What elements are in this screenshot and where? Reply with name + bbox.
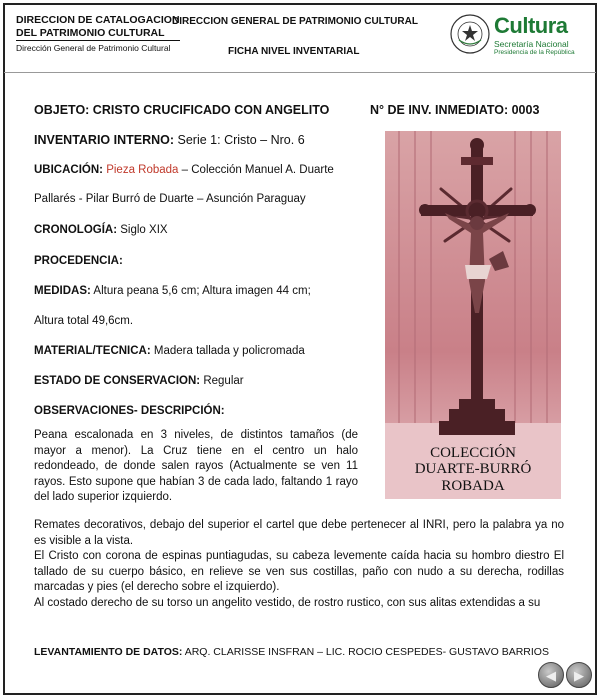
measures-value: Altura peana 5,6 cm; Altura imagen 44 cm;: [90, 285, 311, 297]
form-title: FICHA NIVEL INVENTARIAL: [228, 46, 360, 57]
location-label: UBICACIÓN:: [34, 164, 103, 176]
internal-inventory-field: [34, 133, 305, 147]
material-value: Madera tallada y policromada: [150, 345, 305, 357]
national-seal-icon: [450, 14, 490, 54]
material-field: [34, 345, 305, 357]
description-paragraph-3: El Cristo con corona de espinas puntiagudas, su cabeza levemente caída hacia su hombro diestro El tallado de su cuerpo básico, en relieve se ven sus costillas, paño con nudo a su derecha, rodillas marcadas y pies (el derecho sobre el izquierdo).: [34, 550, 564, 594]
header-divider: [4, 72, 596, 73]
provenance-label: PROCEDENCIA:: [34, 255, 123, 267]
observations-label: OBSERVACIONES- DESCRIPCIÓN:: [34, 405, 225, 417]
material-label: MATERIAL/TECNICA:: [34, 345, 151, 357]
measures-label: MEDIDAS:: [34, 285, 91, 297]
provenance-field: [34, 255, 123, 267]
description-paragraph-2: Remates decorativos, debajo del superior el cartel que debe pertenecer al INRI, pero la palabra ya no es visible a la vista.: [34, 519, 564, 547]
department-line-3: Dirección General de Patrimonio Cultural: [16, 43, 171, 54]
document-header: [172, 16, 422, 57]
data-survey-credits: [34, 646, 549, 658]
chronology-value: Siglo XIX: [117, 224, 168, 236]
photo-caption-line-2: DUARTE-BURRÓ: [414, 461, 532, 478]
department-header: [16, 14, 180, 53]
previous-page-button[interactable]: [538, 662, 564, 688]
data-survey-value: ARQ. CLARISSE INSFRAN – LIC. ROCIO CESPEDES- GUSTAVO BARRIOS: [182, 646, 549, 658]
photo-caption-line-3: ROBADA: [441, 478, 505, 495]
logo-subtitle: Secretaría Nacional: [494, 39, 569, 49]
internal-inventory-label: INVENTARIO INTERNO:: [34, 133, 175, 147]
department-line-1: DIRECCION DE CATALOGACION: [16, 14, 180, 26]
logo-brand: Cultura: [494, 13, 568, 38]
logo-subtitle-2: Presidencia de la República: [494, 49, 575, 56]
chronology-label: CRONOLOGÍA:: [34, 224, 118, 236]
department-line-2: DEL PATRIMONIO CULTURAL: [16, 27, 180, 42]
next-page-button[interactable]: [566, 662, 592, 688]
cultura-logo: [494, 15, 575, 56]
description-paragraph-4: Al costado derecho de su torso un angelito vestido, de rostro rustico, con sus alitas extendidas a su: [34, 596, 541, 609]
description-block: [34, 518, 564, 611]
internal-inventory-value: Serie 1: Cristo – Nro. 6: [174, 133, 305, 147]
chronology-field: [34, 224, 168, 236]
location-field: [34, 164, 334, 176]
conservation-field: [34, 375, 244, 387]
description-paragraph-1: Peana escalonada en 3 niveles, de distintos tamaños (de mayor a menor). La Cruz tiene en el centro un halo redondeado, de donde salen rayos (Actualmente se ven 11 rayos. Esto supone que habían 3 de cada lado, faltando 1 rayo del lado superior izquierdo.: [34, 429, 358, 504]
conservation-value: Regular: [200, 375, 244, 387]
next-icon: ▶: [574, 668, 584, 683]
location-value: – Colección Manuel A. Duarte: [178, 164, 334, 176]
measures-line-2: Altura total 49,6cm.: [34, 315, 134, 327]
data-survey-label: LEVANTAMIENTO DE DATOS:: [34, 646, 183, 658]
photo-caption: [385, 445, 561, 495]
object-photo: [385, 131, 561, 499]
photo-caption-line-1: COLECCIÓN: [430, 444, 516, 461]
location-line-2: Pallarés - Pilar Burró de Duarte – Asunción Paraguay: [34, 193, 306, 205]
conservation-label: ESTADO DE CONSERVACION:: [34, 375, 201, 387]
previous-icon: ◀: [546, 668, 556, 683]
object-title: OBJETO: CRISTO CRUCIFICADO CON ANGELITO: [34, 103, 330, 117]
inventory-number: N° DE INV. INMEDIATO: 0003: [370, 103, 540, 117]
object-title-row: [34, 103, 564, 117]
stolen-piece-status: Pieza Robada: [103, 164, 179, 176]
observations-field: [34, 405, 225, 417]
measures-field: [34, 285, 311, 297]
direction-title: DIRECCION GENERAL DE PATRIMONIO CULTURAL: [172, 16, 418, 27]
